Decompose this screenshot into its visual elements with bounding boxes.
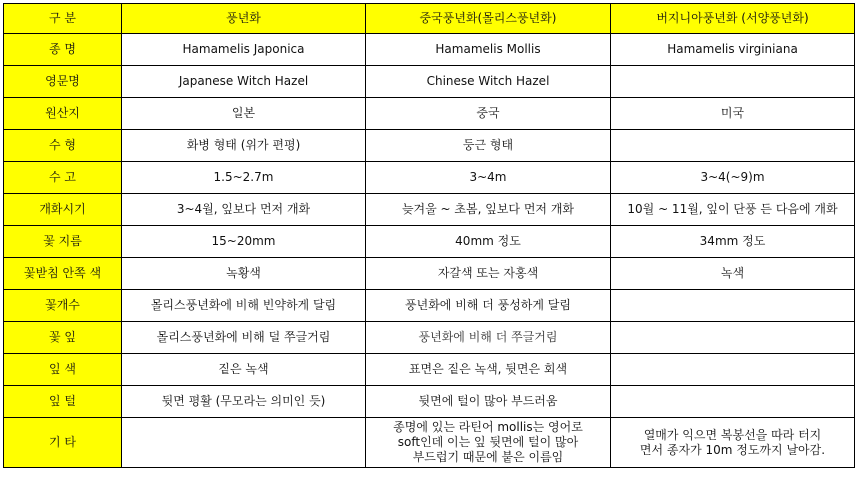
row-label: 수 고 bbox=[4, 162, 122, 194]
row-label: 꽃 잎 bbox=[4, 322, 122, 354]
row-label: 원산지 bbox=[4, 98, 122, 130]
header-chinese-witch-hazel: 중국풍년화(몰리스풍년화) bbox=[366, 4, 611, 34]
table-cell bbox=[611, 354, 855, 386]
table-cell: 3~4(~9)m bbox=[611, 162, 855, 194]
header-japanese-witch-hazel: 풍년화 bbox=[122, 4, 366, 34]
row-label: 기 타 bbox=[4, 418, 122, 468]
table-row bbox=[4, 162, 855, 194]
table-row bbox=[4, 322, 855, 354]
table-cell: 몰리스풍년화에 비해 빈약하게 달림 bbox=[122, 290, 366, 322]
table-cell: 풍년화에 비해 더 풍성하게 달림 bbox=[366, 290, 611, 322]
table-cell: Hamamelis virginiana bbox=[611, 34, 855, 66]
row-label: 수 형 bbox=[4, 130, 122, 162]
table-cell bbox=[611, 322, 855, 354]
table-row bbox=[4, 386, 855, 418]
table-cell: 미국 bbox=[611, 98, 855, 130]
table-cell: 늦겨울 ~ 초봄, 잎보다 먼저 개화 bbox=[366, 194, 611, 226]
table-cell bbox=[611, 66, 855, 98]
row-label: 잎 색 bbox=[4, 354, 122, 386]
table-row bbox=[4, 226, 855, 258]
table-cell: 녹색 bbox=[611, 258, 855, 290]
table-row bbox=[4, 98, 855, 130]
table-cell bbox=[611, 290, 855, 322]
row-label: 꽃개수 bbox=[4, 290, 122, 322]
table-cell: Hamamelis Mollis bbox=[366, 34, 611, 66]
row-label: 꽃 지름 bbox=[4, 226, 122, 258]
table-cell: 표면은 짙은 녹색, 뒷면은 회색 bbox=[366, 354, 611, 386]
table-cell: 34mm 정도 bbox=[611, 226, 855, 258]
table-cell: 녹황색 bbox=[122, 258, 366, 290]
table-cell: 15~20mm bbox=[122, 226, 366, 258]
table-cell: 일본 bbox=[122, 98, 366, 130]
row-label: 종 명 bbox=[4, 34, 122, 66]
table-row bbox=[4, 354, 855, 386]
table-row bbox=[4, 290, 855, 322]
table-row bbox=[4, 194, 855, 226]
table-cell: Japanese Witch Hazel bbox=[122, 66, 366, 98]
table-cell: 10월 ~ 11월, 잎이 단풍 든 다음에 개화 bbox=[611, 194, 855, 226]
row-label: 잎 털 bbox=[4, 386, 122, 418]
header-row bbox=[4, 4, 855, 34]
table-cell: 자갈색 또는 자홍색 bbox=[366, 258, 611, 290]
table-cell bbox=[122, 418, 366, 468]
row-label: 개화시기 bbox=[4, 194, 122, 226]
header-virginia-witch-hazel: 버지니아풍년화 (서양풍년화) bbox=[611, 4, 855, 34]
cell-text: 종명에 있는 라틴어 mollis는 영어로 soft인데 이는 잎 뒷면에 털이 많아 부드럽기 때문에 붙은 이름임 bbox=[393, 420, 583, 464]
table-cell: Hamamelis Japonica bbox=[122, 34, 366, 66]
row-label: 꽃받침 안쪽 색 bbox=[4, 258, 122, 290]
table-cell: 화병 형태 (위가 편평) bbox=[122, 130, 366, 162]
table-cell: 40mm 정도 bbox=[366, 226, 611, 258]
table-cell: 짙은 녹색 bbox=[122, 354, 366, 386]
table-row bbox=[4, 258, 855, 290]
table-cell: 뒷면에 털이 많아 부드러움 bbox=[366, 386, 611, 418]
table-cell: 중국 bbox=[366, 98, 611, 130]
table-cell: Chinese Witch Hazel bbox=[366, 66, 611, 98]
cell-text: 열매가 익으면 복봉선을 따라 터지 면서 종자가 10m 정도까지 날아감. bbox=[639, 427, 826, 457]
table-row bbox=[4, 66, 855, 98]
table-cell: 1.5~2.7m bbox=[122, 162, 366, 194]
table-cell: 몰리스풍년화에 비해 덜 쭈글거림 bbox=[122, 322, 366, 354]
table-row bbox=[4, 34, 855, 66]
table-cell: 3~4m bbox=[366, 162, 611, 194]
table-cell: 뒷면 평활 (무모라는 의미인 듯) bbox=[122, 386, 366, 418]
witch-hazel-comparison-table bbox=[3, 3, 855, 468]
table-row bbox=[4, 418, 855, 468]
table-cell bbox=[611, 130, 855, 162]
table-cell: 풍년화에 비해 더 쭈글거림 bbox=[366, 322, 611, 354]
table-cell bbox=[611, 386, 855, 418]
header-category: 구 분 bbox=[4, 4, 122, 34]
table-cell bbox=[611, 418, 855, 468]
table-cell: 3~4월, 잎보다 먼저 개화 bbox=[122, 194, 366, 226]
table-row bbox=[4, 130, 855, 162]
row-label: 영문명 bbox=[4, 66, 122, 98]
table-cell bbox=[366, 418, 611, 468]
table-cell: 둥근 형태 bbox=[366, 130, 611, 162]
